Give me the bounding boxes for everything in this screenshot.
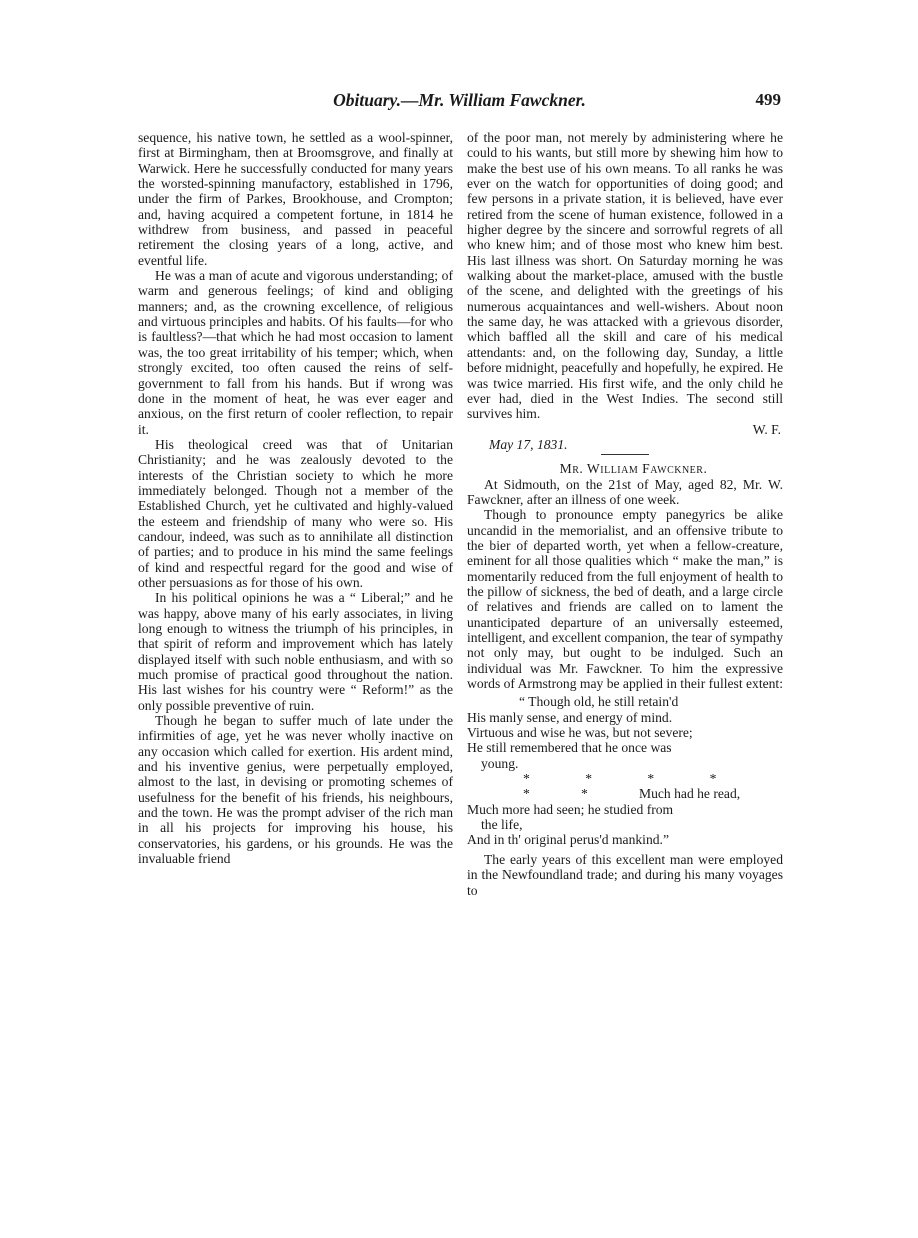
paragraph: At Sidmouth, on the 21st of May, aged 82, Mr. W. Fawckner, after an illness of one week. <box>467 476 783 507</box>
poem-star: * <box>581 786 588 802</box>
paragraph: of the poor man, not merely by administering where he could to his wants, but still more by shewing him how to make the best use of his own means. To all ranks he was ever on the watch for opportunities of doing good; and few persons in a private station, it is believed, have ever retired from the scene of human existence, followed in a higher degree by the sincere and sorrowful regrets of all who knew him; and of those most who knew him best. His last illness was short. On Saturday morning he was walking about the market-place, amused with the bustle of the scene, and delighted with the greetings of his numerous acquaintances and well-wishers. About noon the same day, he was attacked with a grievous disorder, which baffled all the skill and care of his medical attendants: and, on the following day, Sunday, a little before midnight, peacefully and hopefully, he expired. He was twice married. His first wife, and the only child he ever had, died in the West Indies. The second still survives him. <box>467 130 783 422</box>
poem-line: Much more had seen; he studied from <box>467 801 674 817</box>
poem-quotation <box>467 694 783 847</box>
poem-line: And in th' original perus'd mankind.” <box>467 832 669 848</box>
paragraph: His theological creed was that of Unitarian Christianity; and he was zealously devoted to the interests of the Christian society to which he more immediately belonged. Though not a member of the Established Church, yet he cultivated and highly-valued the esteem and friendship of many who were so. His candour, indeed, was such as to annihilate all distinction of parties; and to produce in his mind the same feelings of kind and respectful regard for the good and wise of other persuasions as for those of his own. <box>138 436 453 590</box>
paragraph: He was a man of acute and vigorous understanding; of warm and generous feelings; of kind and obliging manners; and, as the crowning excellence, of religious and virtuous principles and habits. Of his faults—for who is faultless?—that which he had most occasion to lament was, the too great irritability of his temper; which, when strongly excited, too often caused the reins of self-government to fall from his hands. But if wrong was done in the moment of heat, he was ever eager and anxious, on the first return of cooler reflection, to repair it. <box>138 268 453 437</box>
page-header <box>138 90 781 120</box>
poem-line: “ Though old, he still retain'd <box>519 694 679 710</box>
paragraph: sequence, his native town, he settled as a wool-spinner, first at Birmingham, then at Broomsgrove, and finally at Warwick. Here he successfully conducted for many years the worsted-spinning manufactory, established in 1796, under the firm of Parkes, Brookhouse, and Crompton; and, having acquired a competent fortune, in 1814 he withdrew from business, and passed in peaceful retirement the closing years of a long, active, and eventful life. <box>138 130 453 268</box>
paragraph: Though to pronounce empty panegyrics be alike uncandid in the memorialist, and an offensive tribute to the bier of departed worth, yet when a fellow-creature, eminent for all those qualities which “ make the man,” is momentarily reduced from the full enjoyment of health to the pillow of sickness, the bed of death, and a large circle of relatives and friends are called on to lament the unanticipated departure of an universally esteemed, intelligent, and excellent companion, the tear of sympathy not only may, but ought to be indulged. Such an individual was Mr. Fawckner. To him the expressive words of Armstrong may be applied in their fullest extent: <box>467 507 783 692</box>
poem-line: He still remembered that he once was <box>467 740 672 756</box>
section-title: Mr. William Fawckner. <box>559 461 708 477</box>
paragraph: The early years of this excellent man were employed in the Newfoundland trade; and during his many voyages to <box>467 851 783 898</box>
poem-line: His manly sense, and energy of mind. <box>467 709 673 725</box>
paragraph: In his political opinions he was a “ Liberal;” and he was happy, above many of his early associates, in living long enough to witness the triumph of his principles, in that spirit of reform and improvement which has lately displayed itself with such noble enthusiasm, and with so much promise of practical good throughout the nation. His last wishes for his country were “ Reform!” as the only possible preventive of ruin. <box>138 590 453 713</box>
page-number: 499 <box>755 90 781 109</box>
poem-line: young. <box>481 755 519 771</box>
running-title: Obituary.—Mr. William Fawckner. <box>333 90 586 110</box>
poem-line: Virtuous and wise he was, but not severe; <box>467 725 693 741</box>
left-column <box>138 130 453 867</box>
poem-star: * <box>523 786 530 802</box>
poem-ellipsis-stars: * * * * <box>523 771 717 787</box>
poem-ellipsis-line <box>467 786 783 801</box>
right-column <box>467 130 783 898</box>
signature: W. F. <box>752 421 781 437</box>
poem-line: the life, <box>481 817 523 833</box>
section-divider <box>601 454 649 455</box>
dateline: May 17, 1831. <box>489 436 568 452</box>
paragraph: Though he began to suffer much of late under the infirmities of age, yet he was never wholly inactive on any occasion which called for exertion. His ardent mind, and his inventive genius, were perpetually employed, almost to the last, in devising or promoting schemes of usefulness for the benefit of his friends, his neighbours, and the town. He was the prompt adviser of the rich man in all his projects for improving his house, his conservatories, his gardens, or his grounds. He was the invaluable friend <box>138 713 453 867</box>
poem-line: Much had he read, <box>639 786 741 802</box>
